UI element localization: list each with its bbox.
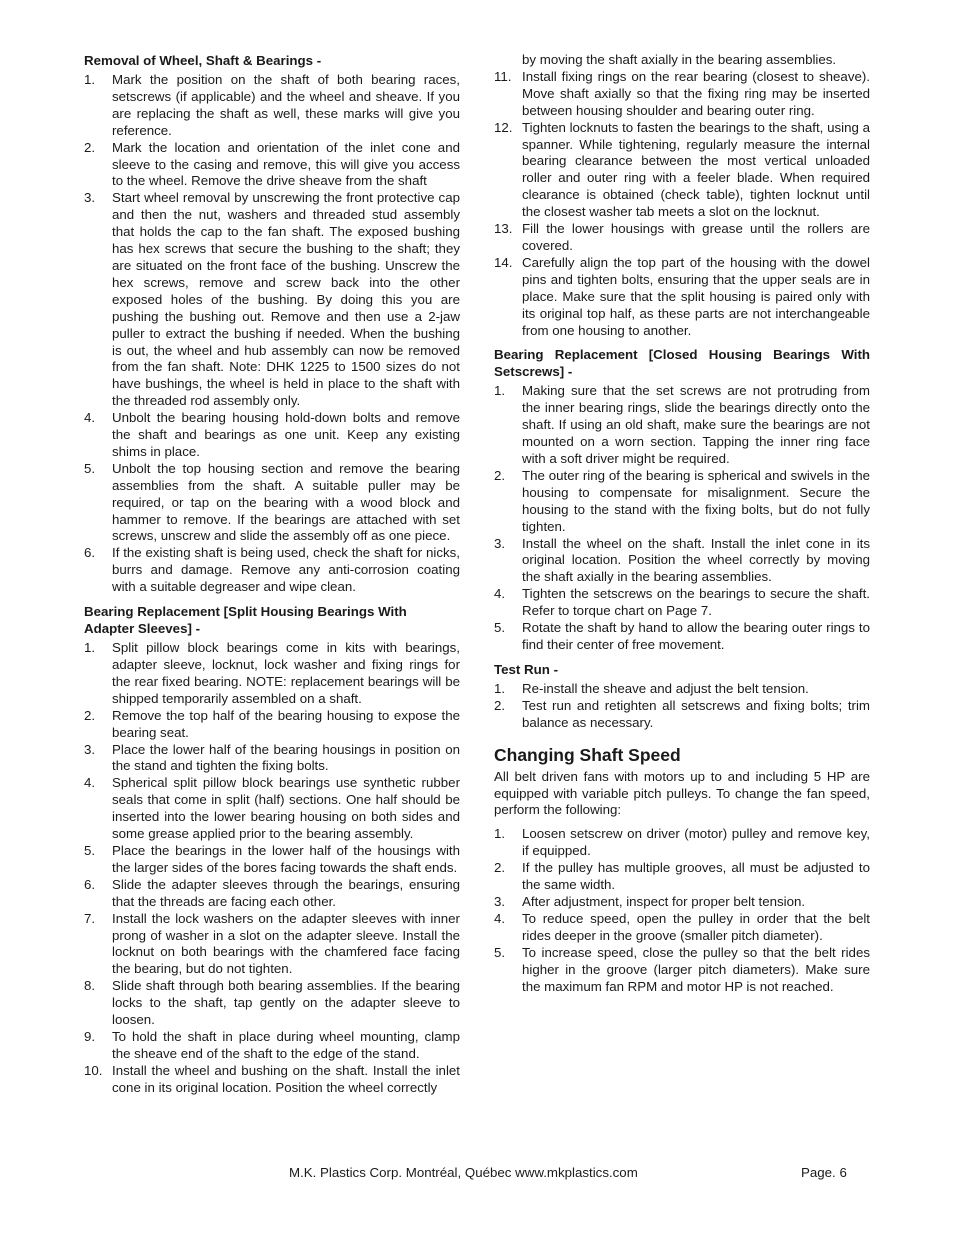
list-item: [494, 911, 870, 945]
item-number: 5.: [494, 620, 506, 636]
item-number: 5.: [84, 842, 96, 858]
list-item: [494, 894, 870, 911]
removal-list: [84, 72, 460, 596]
item-text: Carefully align the top part of the housing with the dowel pins and tighten bolts, ensuring that the upper seals are in place. Make sure that the split housing is paired only with its original top half, as these parts are not interchangeable from one housing to another.: [522, 254, 870, 338]
split-list: [84, 640, 460, 1096]
list-item: [494, 221, 870, 255]
item-text: Install the lock washers on the adapter sleeves with inner prong of washer in a slot on the adapter sleeve. Install the locknut on both bearings with the chamfered face facing the bearing, but do not tighten.: [112, 910, 460, 977]
speed-intro: All belt driven fans with motors up to and including 5 HP are equipped with variable pitch pulleys. To change the fan speed, perform the following:: [494, 768, 870, 818]
item-number: 2.: [494, 697, 506, 713]
list-item: [84, 640, 460, 708]
list-item: [494, 620, 870, 654]
item-text: Loosen setscrew on driver (motor) pulley and remove key, if equipped.: [522, 826, 870, 859]
list-item: [494, 69, 870, 120]
item-number: 2.: [84, 139, 96, 155]
list-item: [84, 775, 460, 843]
item-number: 7.: [84, 910, 96, 926]
item-number: 9.: [84, 1028, 96, 1044]
closed-heading: Bearing Replacement [Closed Housing Bearings With Setscrews] -: [494, 347, 870, 380]
item-number: 6.: [84, 545, 96, 561]
list-item: [84, 978, 460, 1029]
item-text: Mark the location and orientation of the inlet cone and sleeve to the casing and remove, this will give you access to the wheel. Remove the drive sheave from the shaft: [112, 139, 460, 189]
list-item: [494, 681, 870, 698]
item-text: After adjustment, inspect for proper belt tension.: [522, 893, 806, 909]
list-item: [84, 911, 460, 979]
list-item: [494, 468, 870, 536]
list-item: [494, 826, 870, 860]
item-number: 4.: [494, 910, 506, 926]
item-text: Rotate the shaft by hand to allow the bearing outer rings to find their center of free movement.: [522, 620, 870, 652]
item-text: Mark the position on the shaft of both bearing races, setscrews (if applicable) and the wheel and sheave. If you are replacing the shaft as well, these marks will give you reference.: [112, 72, 460, 138]
item-text: Slide shaft through both bearing assemblies. If the bearing locks to the shaft, tap gently on the adapter sleeve to loosen.: [112, 978, 460, 1028]
split-heading: Bearing Replacement [Split Housing Bearings With Adapter Sleeves] -: [84, 604, 407, 637]
item-text: Making sure that the set screws are not protruding from the inner bearing rings, slide the bearings directly onto the shaft. If using an old shaft, make sure the bearings are not mounted on a worn section. Tapping the inner ring face with a soft driver might be required.: [522, 383, 870, 467]
page-number: Page. 6: [801, 1165, 847, 1180]
item-text: Tighten locknuts to fasten the bearings to the shaft, using a spanner. While tightening, regularly measure the internal bearing clearance between the most vertical unloaded roller and outer ring with a feeler blade. When required clearance is obtained (check table), tighten locknut until the closest washer tab meets a slot on the locknut.: [522, 119, 870, 220]
item-text: Slide the adapter sleeves through the bearings, ensuring that the threads are facing each other.: [112, 876, 460, 909]
item-text: Spherical split pillow block bearings use synthetic rubber seals that come in split (half) sections. One half should be inserted into the lower bearing housing on both sides and some grease applied prior to the bearing assembly.: [112, 775, 460, 842]
item-number: 6.: [84, 876, 96, 892]
item-number: 1.: [494, 826, 506, 842]
item-number: 2.: [494, 860, 506, 876]
item-text: Place the bearings in the lower half of the housings with the larger sides of the bores facing towards the shaft ends.: [112, 842, 460, 875]
item-text: If the pulley has multiple grooves, all must be adjusted to the same width.: [522, 860, 870, 893]
split-list-continued: [494, 69, 870, 340]
list-item: [84, 877, 460, 911]
list-item: [84, 742, 460, 776]
list-item: [494, 383, 870, 468]
item-number: 3.: [84, 741, 96, 757]
item-text: Remove the top half of the bearing housing to expose the bearing seat.: [112, 707, 460, 740]
list-item: [84, 140, 460, 191]
item-text: Place the lower half of the bearing housings in position on the stand and tighten the fixing bolts.: [112, 741, 460, 774]
item-number: 4.: [84, 775, 96, 791]
speed-list: [494, 826, 870, 995]
item-number: 2.: [84, 707, 96, 723]
item-number: 1.: [84, 72, 96, 87]
list-item: [494, 120, 870, 221]
list-item: [494, 536, 870, 587]
item-text: To hold the shaft in place during wheel mounting, clamp the sheave end of the shaft to the edge of the stand.: [112, 1028, 460, 1061]
list-item: [84, 1029, 460, 1063]
item-text: Install the wheel on the shaft. Install the inlet cone in its original location. Position the wheel correctly by moving the shaft axially in the bearing assemblies.: [522, 535, 870, 585]
list-item: [84, 1063, 460, 1097]
list-item: [84, 843, 460, 877]
list-item: [494, 945, 870, 996]
item-text: Test run and retighten all setscrews and fixing bolts; trim balance as necessary.: [522, 697, 870, 730]
list-item: [494, 255, 870, 340]
item-number: 10.: [84, 1062, 103, 1078]
closed-list: [494, 383, 870, 654]
item-text: Install fixing rings on the rear bearing (closest to sheave). Move shaft axially so that the fixing ring may be inserted between housing shoulder and bearing outer ring.: [522, 68, 870, 118]
item-text: Re-install the sheave and adjust the belt tension.: [522, 680, 809, 696]
item-text: Unbolt the top housing section and remove the bearing assemblies from the shaft. A suitable puller may be required, or tap on the bearing with a wood block and hammer to remove. If the bearings are attached with set screws, unscrew and slide the assembly off as one piece.: [112, 460, 460, 544]
test-list: [494, 681, 870, 732]
list-item: [84, 410, 460, 461]
item-number: 12.: [494, 119, 513, 135]
item-number: 1.: [84, 640, 96, 656]
item-text: Install the wheel and bushing on the shaft. Install the inlet cone in its original location. Position the wheel correctly: [112, 1062, 460, 1095]
item-number: 8.: [84, 978, 96, 994]
item-text: The outer ring of the bearing is spherical and swivels in the housing to compensate for misalignment. Secure the housing to the stand with the fixing bolts, but do not fully tighten.: [522, 467, 870, 534]
item-number: 4.: [494, 586, 506, 602]
list-item: [84, 190, 460, 410]
item-text: To reduce speed, open the pulley in order that the belt rides deeper in the groove (smaller pitch diameter).: [522, 910, 870, 943]
item-number: 4.: [84, 410, 96, 426]
item-number: 3.: [494, 535, 506, 551]
item-number: 14.: [494, 254, 513, 270]
item-text: Tighten the setscrews on the bearings to secure the shaft. Refer to torque chart on Page 7.: [522, 586, 870, 619]
split-continuation: by moving the shaft axially in the bearing assemblies.: [522, 52, 837, 67]
list-item: [84, 72, 460, 140]
item-text: Unbolt the bearing housing hold-down bolts and remove the shaft and bearings as one unit. Keep any existing shims in place.: [112, 410, 460, 459]
list-item: [494, 586, 870, 620]
item-number: 3.: [494, 893, 506, 909]
footer-company: M.K. Plastics Corp. Montréal, Québec www.mkplastics.com: [289, 1165, 638, 1180]
right-column: [494, 52, 870, 995]
test-heading: Test Run -: [494, 661, 559, 677]
item-number: 13.: [494, 221, 513, 237]
item-text: Split pillow block bearings come in kits with bearings, adapter sleeve, locknut, lock washer and fixing rings for the rear fixed bearing. NOTE: replacement bearings will be shipped temporarily assembled on a shaft.: [112, 640, 460, 706]
item-text: To increase speed, close the pulley so that the belt rides higher in the groove (larger pitch diameters). Make sure the maximum fan RPM and motor HP is not reached.: [522, 944, 870, 994]
item-number: 5.: [84, 460, 96, 476]
left-column: [84, 52, 460, 1097]
item-number: 11.: [494, 68, 512, 84]
item-text: Fill the lower housings with grease until the rollers are covered.: [522, 221, 870, 253]
item-text: Start wheel removal by unscrewing the front protective cap and then the nut, washers and threaded stud assembly that holds the cap to the fan shaft. The exposed bushing has hex screws that secure the bushing to the shaft; they are situated on the front face of the bushing. Unscrew the hex screws, remove and screw back into the other exposed holes of the bushing. By doing this you are pushing the bushing out. Remove and then use a 2-jaw puller to extract the bushing if needed. When the bushing is out, the wheel and hub assembly can now be removed from the fan shaft. Note: DHK 1225 to 1500 sizes do not have bushings, the wheel is held in place to the shaft with the threaded rod assembly only.: [112, 190, 460, 409]
list-item: [494, 698, 870, 732]
item-number: 1.: [494, 680, 506, 696]
speed-heading: Changing Shaft Speed: [494, 744, 681, 765]
removal-heading: Removal of Wheel, Shaft & Bearings -: [84, 53, 322, 68]
list-item: [84, 708, 460, 742]
list-item: [84, 545, 460, 596]
item-number: 2.: [494, 467, 506, 483]
list-item: [84, 461, 460, 546]
item-text: If the existing shaft is being used, check the shaft for nicks, burrs and damage. Remove any anti-corrosion coating with a suitable degreaser and wipe clean.: [112, 545, 460, 595]
item-number: 5.: [494, 944, 506, 960]
list-item: [494, 860, 870, 894]
item-number: 1.: [494, 383, 506, 399]
item-number: 3.: [84, 190, 96, 206]
